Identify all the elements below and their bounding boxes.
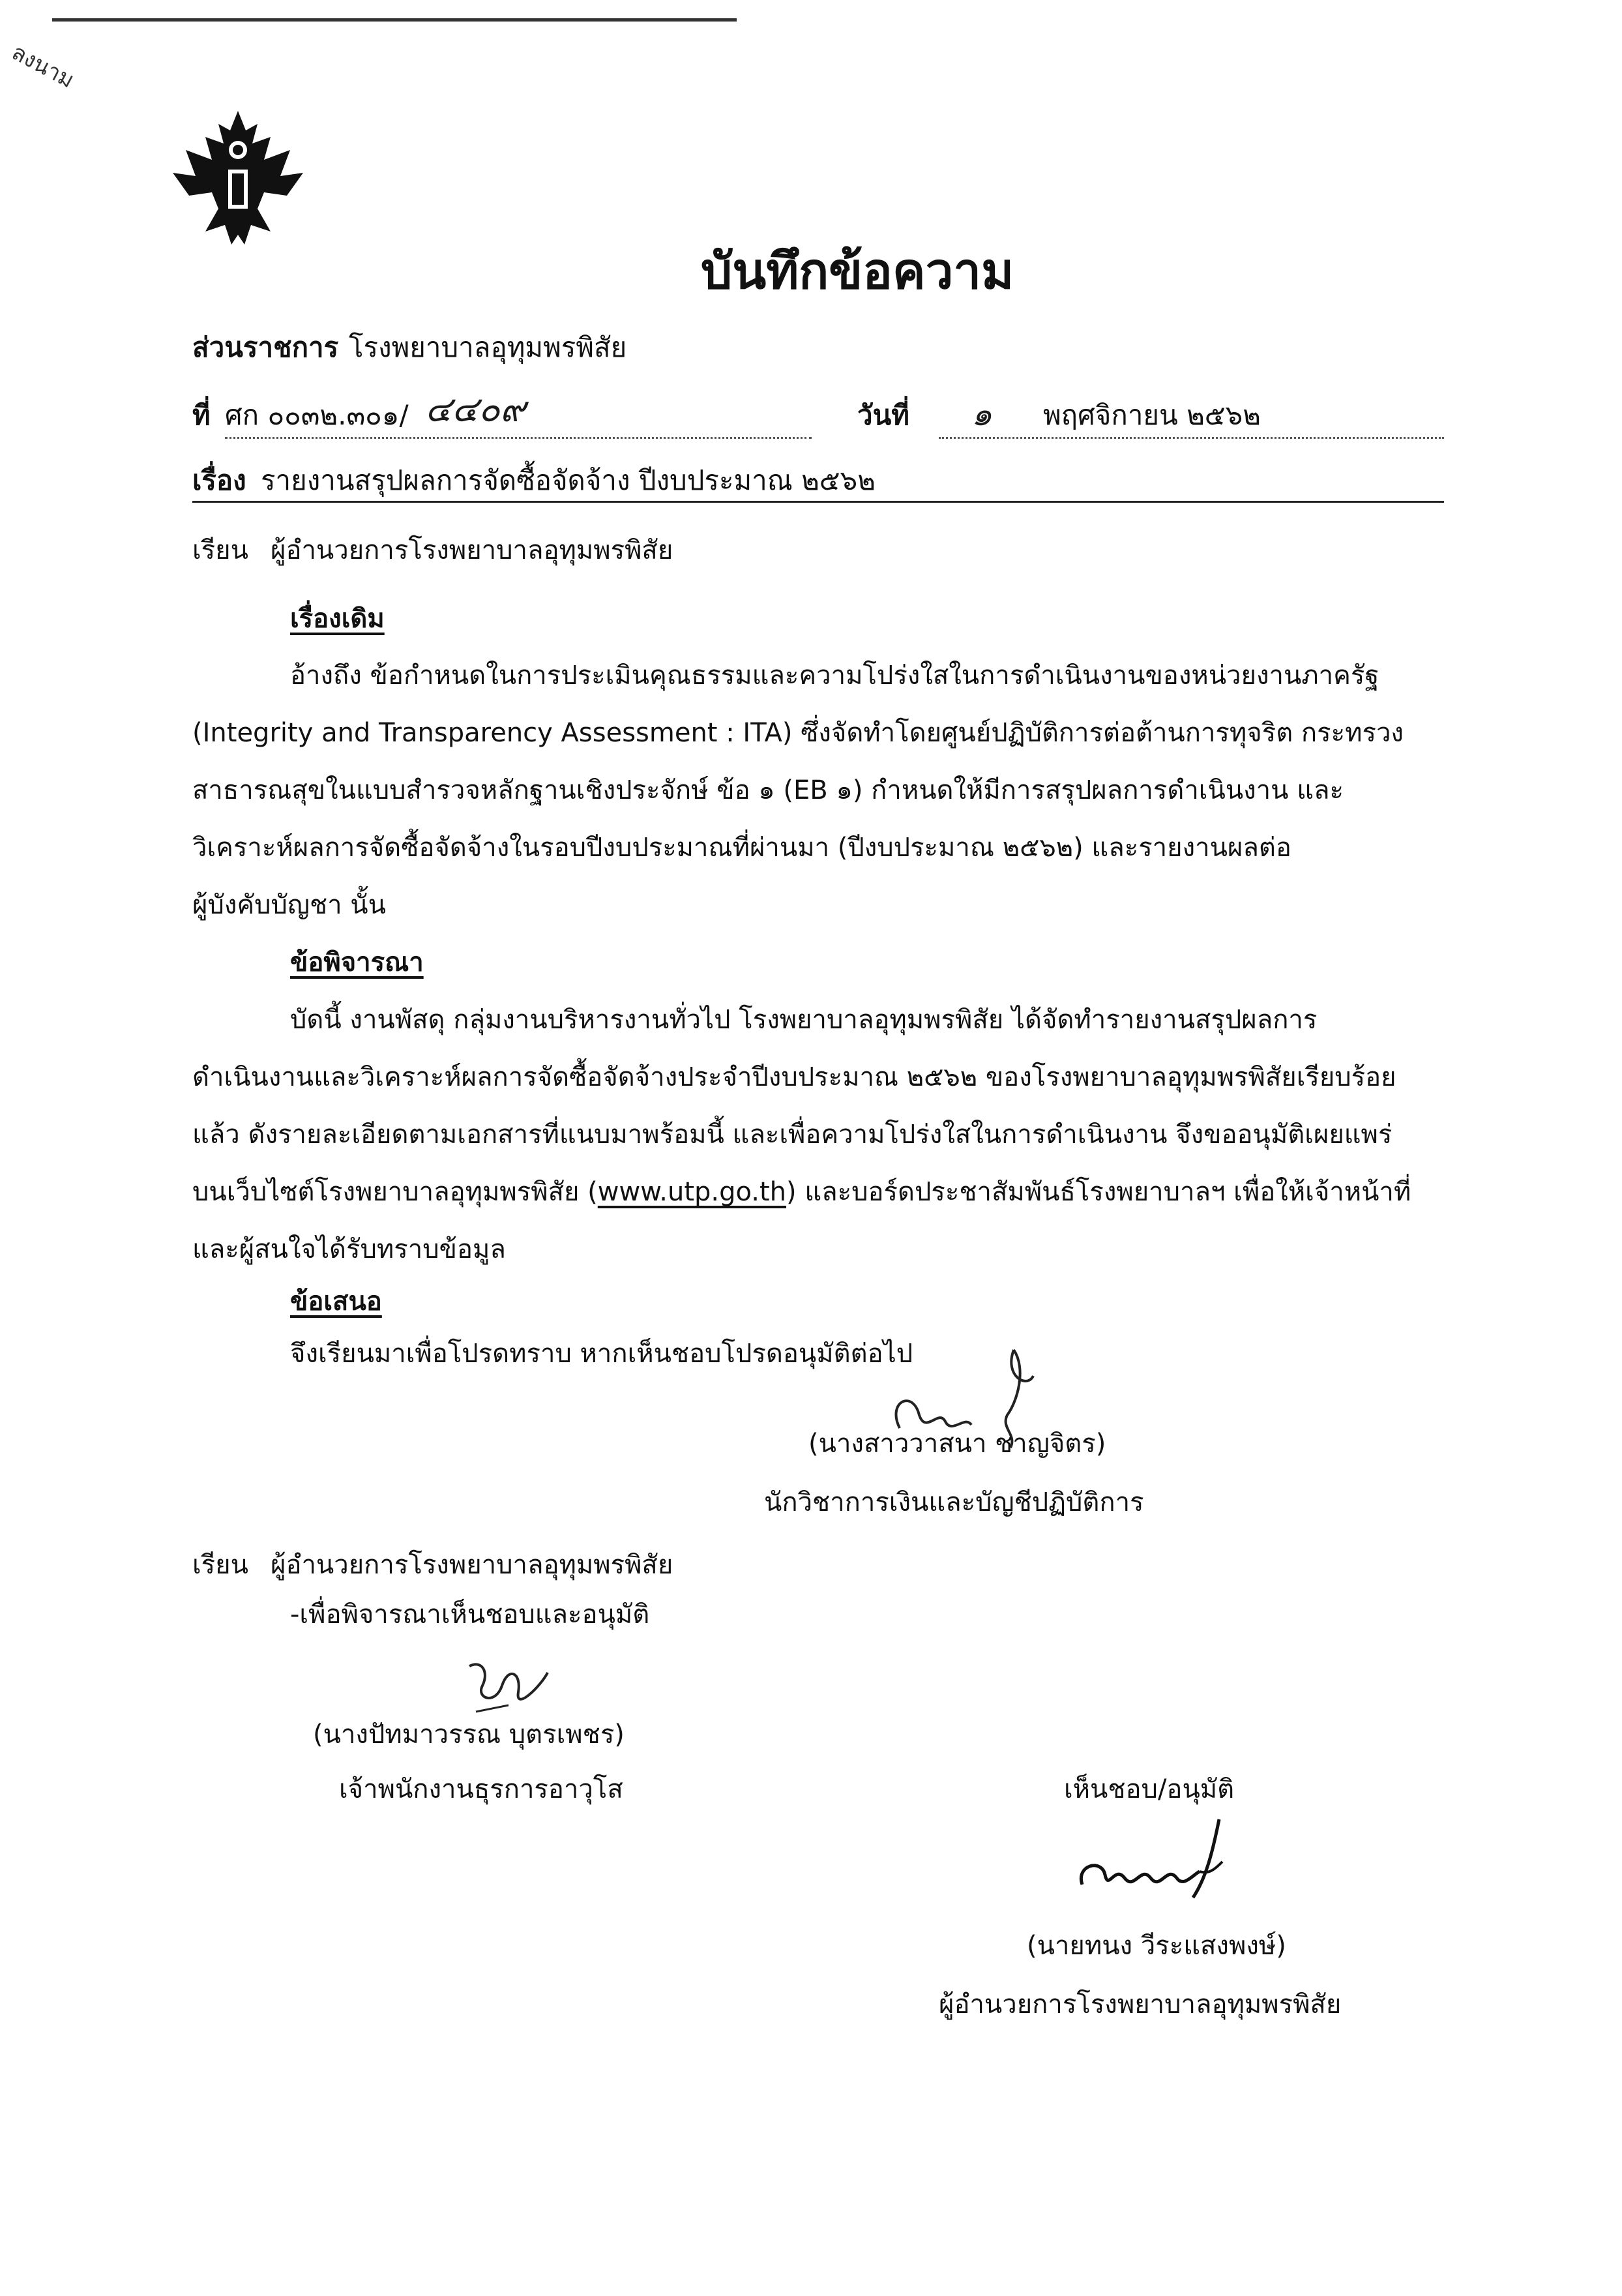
ref-number-handwritten: ๔๔๐๙ bbox=[425, 389, 526, 430]
forward-note: -เพื่อพิจารณาเห็นชอบและอนุมัติ bbox=[290, 1600, 650, 1630]
date-dotted-line bbox=[939, 437, 1444, 439]
date-day: ๑ bbox=[971, 395, 992, 433]
section2-line bbox=[192, 1176, 1411, 1208]
section2-line: แล้ว ดังรายละเอียดตามเอกสารที่แนบมาพร้อมนี้ และเพื่อความโปร่งใสในการดำเนินงาน จึงขออนุมัติเผยแพร่ bbox=[192, 1120, 1393, 1150]
page-title: บันทึกข้อความ bbox=[701, 242, 1014, 300]
section2-heading: ข้อพิจารณา bbox=[290, 947, 424, 977]
subject-rule bbox=[192, 501, 1444, 503]
section3-line: จึงเรียนมาเพื่อโปรดทราบ หากเห็นชอบโปรดอนุมัติต่อไป bbox=[290, 1339, 913, 1369]
section1-line: สาธารณสุขในแบบสำรวจหลักฐานเชิงประจักษ์ ข้อ ๑ (EB ๑) กำหนดให้มีการสรุปผลการดำเนินงาน และ bbox=[192, 775, 1344, 805]
date-label: วันที่ bbox=[857, 399, 909, 431]
section1-line: วิเคราะห์ผลการจัดซื้อจัดจ้างในรอบปีงบประมาณที่ผ่านมา (ปีงบประมาณ ๒๕๖๒) และรายงานผลต่อ bbox=[192, 833, 1291, 863]
forward-value: ผู้อำนวยการโรงพยาบาลอุทุมพรพิสัย bbox=[271, 1550, 673, 1580]
section2-line: บัดนี้ งานพัสดุ กลุ่มงานบริหารงานทั่วไป โรงพยาบาลอุทุมพรพิสัย ได้จัดทำรายงานสรุปผลการ bbox=[290, 1005, 1318, 1035]
signer3-position: ผู้อำนวยการโรงพยาบาลอุทุมพรพิสัย bbox=[939, 1990, 1342, 2020]
date-month-year: พฤศจิกายน ๒๕๖๒ bbox=[1043, 399, 1261, 431]
signer2-position: เจ้าพนักงานธุรการอาวุโส bbox=[339, 1774, 623, 1804]
dept-value: โรงพยาบาลอุทุมพรพิสัย bbox=[349, 331, 627, 363]
ref-value: ศก ๐๐๓๒.๓๐๑/ bbox=[225, 399, 409, 431]
forward-label: เรียน bbox=[192, 1550, 248, 1580]
to-label: เรียน bbox=[192, 535, 248, 565]
garuda-emblem-icon bbox=[166, 104, 310, 254]
website-link[interactable]: www.utp.go.th bbox=[597, 1177, 787, 1207]
signer2-name: (นางปัทมาวรรณ บุตรเพชร) bbox=[313, 1720, 625, 1750]
ref-label: ที่ bbox=[192, 399, 211, 431]
signer3-name: (นายทนง วีระแสงพงษ์) bbox=[1027, 1931, 1286, 1961]
signature-3-icon bbox=[1069, 1813, 1265, 1911]
corner-stamp: ลงนาม bbox=[7, 39, 79, 94]
section2-line4-pre: บนเว็บไซต์โรงพยาบาลอุทุมพรพิสัย ( bbox=[192, 1177, 598, 1207]
approval-label: เห็นชอบ/อนุมัติ bbox=[1064, 1774, 1235, 1804]
section2-line: ดำเนินงานและวิเคราะห์ผลการจัดซื้อจัดจ้างประจำปีงบประมาณ ๒๕๖๒ ของโรงพยาบาลอุทุมพรพิสัยเรียบร้อย bbox=[192, 1062, 1396, 1092]
signature-2-icon bbox=[456, 1647, 561, 1725]
to-value: ผู้อำนวยการโรงพยาบาลอุทุมพรพิสัย bbox=[271, 535, 673, 565]
section1-line: อ้างถึง ข้อกำหนดในการประเมินคุณธรรมและความโปร่งใสในการดำเนินงานของหน่วยงานภาครัฐ bbox=[290, 661, 1379, 691]
section1-line: ผู้บังคับบัญชา นั้น bbox=[192, 890, 386, 920]
dept-label: ส่วนราชการ bbox=[192, 331, 339, 363]
subject-value: รายงานสรุปผลการจัดซื้อจัดจ้าง ปีงบประมาณ ๒๕๖๒ bbox=[261, 464, 876, 496]
subject-label: เรื่อง bbox=[192, 464, 246, 496]
section2-line: และผู้สนใจได้รับทราบข้อมูล bbox=[192, 1234, 506, 1264]
ref-dotted-line bbox=[225, 437, 812, 439]
signer1-name: (นางสาววาสนา ชาญจิตร) bbox=[808, 1429, 1106, 1459]
section1-heading: เรื่องเดิม bbox=[290, 604, 385, 634]
scan-top-edge bbox=[52, 18, 737, 22]
section1-line: (Integrity and Transparency Assessment : ITA) ซึ่งจัดทำโดยศูนย์ปฏิบัติการต่อต้านการทุจริต กระทรวง bbox=[192, 718, 1404, 748]
section2-line4-post: ) และบอร์ดประชาสัมพันธ์โรงพยาบาลฯ เพื่อให้เจ้าหน้าที่ bbox=[786, 1177, 1411, 1207]
signer1-position: นักวิชาการเงินและบัญชีปฏิบัติการ bbox=[764, 1487, 1144, 1517]
section3-heading: ข้อเสนอ bbox=[290, 1287, 382, 1317]
